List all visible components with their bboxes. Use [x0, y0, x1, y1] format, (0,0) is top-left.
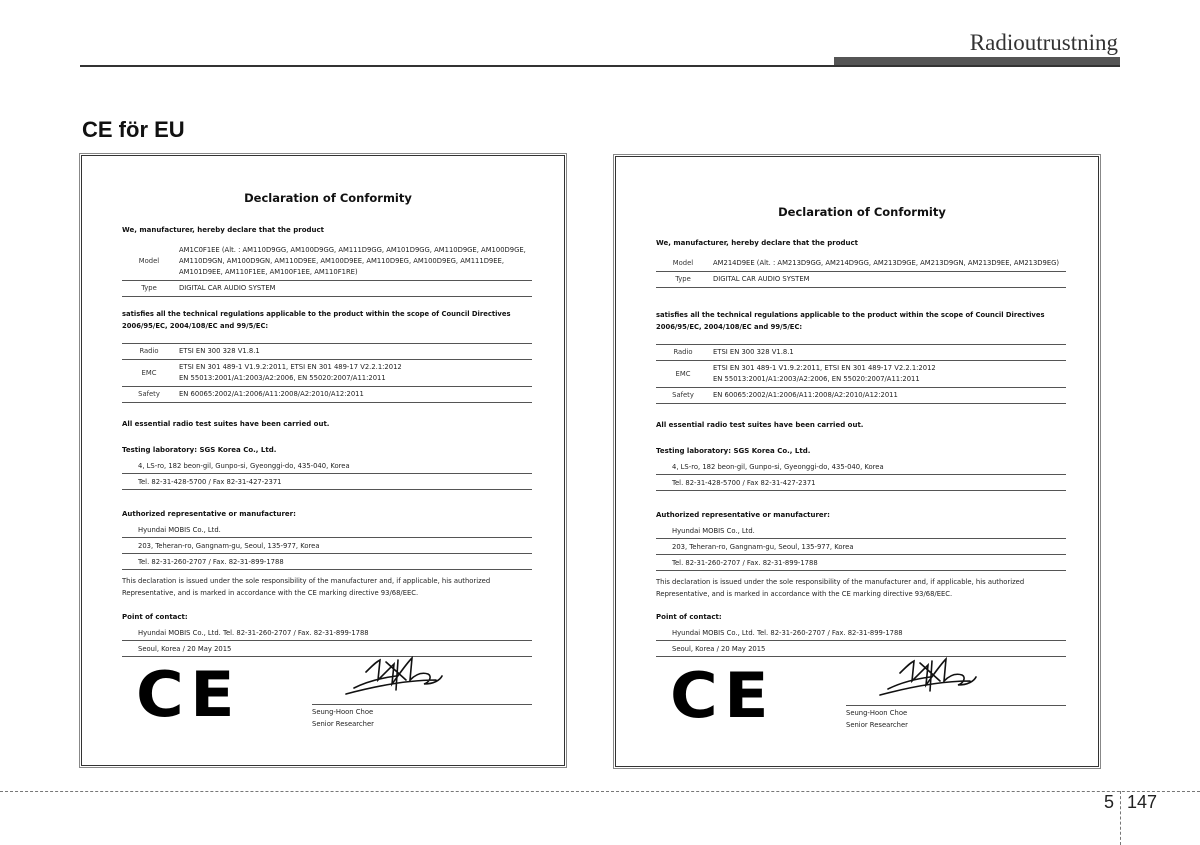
contact-line: Hyundai MOBIS Co., Ltd. Tel. 82-31-260-2707 / Fax. 82-31-899-1788 — [656, 626, 1066, 641]
type-label: Type — [141, 284, 157, 292]
emc-row — [122, 360, 532, 387]
contact-line: Hyundai MOBIS Co., Ltd. Tel. 82-31-260-2707 / Fax. 82-31-899-1788 — [122, 626, 532, 641]
signer-name: Seung-Hoon Choe — [312, 708, 374, 716]
signer-name: Seung-Hoon Choe — [846, 709, 908, 717]
emc-values — [710, 361, 1066, 388]
safety-row — [122, 387, 532, 403]
emc-value-2: EN 55013:2001/A1:2003/A2:2006, EN 55020:2007/A11:2011 — [713, 375, 920, 383]
standards-table — [656, 344, 1066, 404]
doc-satisfies: satisfies all the technical regulations applicable to the product within the scope of Council Directives 2006/95/EC, 2004/108/EC and 99/5/EC: — [656, 311, 1045, 331]
header-rule — [80, 65, 1120, 67]
ce-mark-logo: CE — [136, 658, 241, 731]
radio-tests-note: All essential radio test suites have been carried out. — [656, 421, 864, 429]
signature-line — [312, 704, 532, 705]
model-label: Model — [138, 257, 160, 265]
rep-phone: Tel. 82-31-260-2707 / Fax. 82-31-899-1788 — [122, 555, 532, 570]
responsibility-statement: This declaration is issued under the sole responsibility of the manufacturer and, if applicable, his authorized Representative, and is marked in accordance with the CE marking directive 93/68/EEC. — [656, 578, 1025, 598]
safety-row — [656, 388, 1066, 404]
signer-block — [846, 707, 908, 731]
type-value: DIGITAL CAR AUDIO SYSTEM — [713, 275, 810, 283]
signer-block — [312, 706, 374, 730]
place-date: Seoul, Korea / 20 May 2015 — [122, 642, 532, 657]
emc-value-1: ETSI EN 301 489-1 V1.9.2:2011, ETSI EN 301 489-17 V2.2.1:2012 — [179, 363, 402, 371]
lab-heading: Testing laboratory: SGS Korea Co., Ltd. — [122, 446, 277, 454]
emc-value-1: ETSI EN 301 489-1 V1.9.2:2011, ETSI EN 301 489-17 V2.2.1:2012 — [713, 364, 936, 372]
signature-line — [846, 705, 1066, 706]
footer-dashed-rule — [0, 791, 1200, 792]
model-value: AM1C0F1EE (Alt. : AM110D9GG, AM100D9GG, AM111D9GG, AM101D9GG, AM110D9GE, AM100D9GE, AM110D9GN, AM100D9GN, AM110D9EE, AM100D9EE, AM110D9EG, AM100D9EG, AM111D9EE, AM101D9EE, AM110F1EE, AM100F1EE, AM110F1RE) — [179, 246, 526, 276]
lab-heading: Testing laboratory: SGS Korea Co., Ltd. — [656, 447, 811, 455]
type-value: DIGITAL CAR AUDIO SYSTEM — [179, 284, 276, 292]
model-value: AM214D9EE (Alt. : AM213D9GG, AM214D9GG, AM213D9GE, AM213D9GN, AM213D9EE, AM213D9EG) — [713, 259, 1060, 267]
emc-value-2: EN 55013:2001/A1:2003/A2:2006, EN 55020:2007/A11:2011 — [179, 374, 386, 382]
page-header-title: Radioutrustning — [969, 30, 1118, 55]
declaration-document-left — [81, 155, 565, 766]
emc-row — [656, 361, 1066, 388]
emc-values — [176, 360, 532, 387]
model-row — [656, 256, 1066, 272]
type-row — [122, 281, 532, 297]
emc-label: EMC — [675, 369, 691, 378]
safety-value: EN 60065:2002/A1:2006/A11:2008/A2:2010/A12:2011 — [713, 391, 898, 399]
doc-intro: We, manufacturer, hereby declare that the product — [656, 239, 858, 247]
contact-heading: Point of contact: — [656, 613, 722, 621]
safety-label: Safety — [138, 390, 160, 398]
ce-mark-logo: CE — [670, 659, 775, 732]
lab-address: 4, LS-ro, 182 beon-gil, Gunpo-si, Gyeonggi-do, 435-040, Korea — [122, 459, 532, 474]
doc-title: Declaration of Conformity — [778, 205, 946, 219]
rep-address: 203, Teheran-ro, Gangnam-gu, Seoul, 135-977, Korea — [122, 539, 532, 554]
radio-label: Radio — [139, 347, 159, 355]
radio-label: Radio — [673, 348, 693, 356]
safety-value: EN 60065:2002/A1:2006/A11:2008/A2:2010/A12:2011 — [179, 390, 364, 398]
safety-label: Safety — [672, 391, 694, 399]
radio-row — [656, 345, 1066, 361]
type-row — [656, 272, 1066, 288]
rep-phone: Tel. 82-31-260-2707 / Fax. 82-31-899-1788 — [656, 556, 1066, 571]
radio-row — [122, 344, 532, 360]
rep-name: Hyundai MOBIS Co., Ltd. — [656, 524, 1066, 539]
lab-address: 4, LS-ro, 182 beon-gil, Gunpo-si, Gyeonggi-do, 435-040, Korea — [656, 460, 1066, 475]
type-label: Type — [675, 275, 691, 283]
standards-table — [122, 343, 532, 403]
responsibility-statement: This declaration is issued under the sole responsibility of the manufacturer and, if applicable, his authorized Representative, and is marked in accordance with the CE marking directive 93/68/EEC. — [122, 577, 491, 597]
rep-address: 203, Teheran-ro, Gangnam-gu, Seoul, 135-977, Korea — [656, 540, 1066, 555]
doc-satisfies: satisfies all the technical regulations applicable to the product within the scope of Council Directives 2006/95/EC, 2004/108/EC and 99/5/EC: — [122, 310, 511, 330]
contact-heading: Point of contact: — [122, 613, 188, 621]
product-table — [122, 243, 532, 297]
doc-intro: We, manufacturer, hereby declare that the product — [122, 226, 324, 234]
footer-dashed-divider — [1120, 791, 1121, 845]
model-label: Model — [672, 259, 694, 267]
signer-title: Senior Researcher — [846, 721, 908, 729]
lab-phone: Tel. 82-31-428-5700 / Fax 82-31-427-2371 — [656, 476, 1066, 491]
lab-phone: Tel. 82-31-428-5700 / Fax 82-31-427-2371 — [122, 475, 532, 490]
radio-tests-note: All essential radio test suites have been carried out. — [122, 420, 330, 428]
signature-image — [336, 650, 446, 706]
rep-heading: Authorized representative or manufacturer: — [122, 510, 296, 518]
declaration-document-right — [615, 156, 1099, 767]
radio-value: ETSI EN 300 328 V1.8.1 — [713, 348, 794, 356]
emc-label: EMC — [141, 368, 157, 377]
doc-title: Declaration of Conformity — [244, 191, 412, 205]
radio-value: ETSI EN 300 328 V1.8.1 — [179, 347, 260, 355]
rep-heading: Authorized representative or manufacturer: — [656, 511, 830, 519]
chapter-number: 5 — [1104, 792, 1115, 812]
rep-name: Hyundai MOBIS Co., Ltd. — [122, 523, 532, 538]
signature-image — [870, 651, 980, 707]
signer-title: Senior Researcher — [312, 720, 374, 728]
model-row — [122, 243, 532, 281]
section-title: CE för EU — [82, 117, 185, 142]
place-date: Seoul, Korea / 20 May 2015 — [656, 642, 1066, 657]
page-number: 147 — [1127, 792, 1158, 812]
product-table — [656, 256, 1066, 288]
